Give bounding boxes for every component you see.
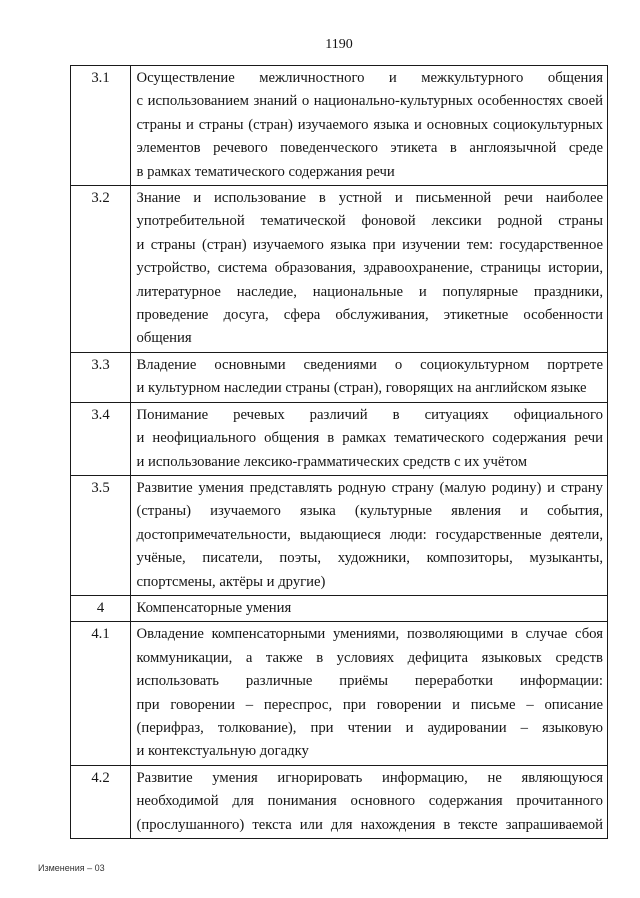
row-text-line: достопримечательности, выдающиеся люди: государственные деятели, (136, 526, 603, 543)
row-text-line: проведение досуга, сфера обслуживания, этикетные особенности (136, 307, 603, 324)
row-text-line: и неофициального общения в рамках тематического содержания речи (136, 430, 603, 447)
row-text-line: общения (136, 330, 192, 347)
row-text-line: (перифраз, толкование), при чтении и аудировании – языковую (136, 719, 603, 736)
row-text-line: и использование лексико-грамматических средств с их учётом (136, 453, 528, 470)
row-text-line: Компенсаторные умения (136, 599, 292, 616)
row-content (131, 476, 607, 595)
row-content (131, 66, 607, 185)
row-text-line: Развитие умения игнорировать информацию, не являющуюся (136, 769, 603, 786)
row-content (131, 353, 607, 402)
table-row (71, 595, 607, 621)
row-code: 4 (71, 596, 131, 621)
row-code: 3.1 (71, 66, 131, 185)
row-text-line: учёные, писатели, поэты, художники, композиторы, музыканты, (136, 550, 603, 567)
row-content (131, 596, 607, 621)
row-text-line: литературное наследие, национальные и популярные праздники, (136, 283, 603, 300)
row-code: 4.2 (71, 766, 131, 838)
content-table (70, 65, 608, 839)
row-text-line: употребительной тематической фоновой лексики родной страны (136, 213, 603, 230)
row-content (131, 766, 607, 838)
row-text-line: Овладение компенсаторными умениями, позволяющими в случае сбоя (136, 626, 603, 643)
row-code: 3.3 (71, 353, 131, 402)
row-text-line: коммуникации, а также в условиях дефицита языковых средств (136, 649, 603, 666)
page-number: 1190 (325, 37, 353, 52)
row-text-line: элементов речевого поведенческого этикета в англоязычной среде (136, 140, 603, 157)
row-text-line: Владение основными сведениями о социокультурном портрете (136, 356, 603, 373)
row-code: 3.5 (71, 476, 131, 595)
row-text-line: страны и страны (стран) изучаемого языка и основных социокультурных (136, 116, 603, 133)
row-text-line: (страны) изучаемого языка (культурные явления и события, (136, 503, 603, 520)
row-content (131, 622, 607, 764)
row-content (131, 403, 607, 475)
row-text-line: Развитие умения представлять родную страну (малую родину) и страну (136, 479, 603, 496)
row-text-line: и страны (стран) изучаемого языка при изучении тем: государственное (136, 236, 603, 253)
revision-footer: Изменения – 03 (38, 863, 105, 873)
row-text-line: Осуществление межличностного и межкультурного общения (136, 70, 603, 86)
row-text-line: и контекстуальную догадку (136, 743, 309, 760)
table-row (71, 185, 607, 352)
table-row (71, 352, 607, 402)
table-row (71, 765, 607, 838)
row-text-line: использовать различные приёмы переработки информации: (136, 673, 603, 690)
row-text-line: Знание и использование в устной и письменной речи наиболее (136, 190, 603, 207)
row-code: 3.4 (71, 403, 131, 475)
row-text-line: при говорении – переспрос, при говорении и письме – описание (136, 696, 603, 713)
row-content (131, 186, 607, 352)
row-text-line: устройство, система образования, здравоохранение, страницы истории, (136, 260, 603, 277)
row-code: 3.2 (71, 186, 131, 352)
table-row (71, 402, 607, 475)
row-text-line: в рамках тематического содержания речи (136, 163, 395, 180)
table-row (71, 475, 607, 595)
row-text-line: Понимание речевых различий в ситуациях официального (136, 406, 603, 423)
row-text-line: необходимой для понимания основного содержания прочитанного (136, 793, 603, 810)
row-text-line: спортсмены, актёры и другие) (136, 573, 326, 590)
row-text-line: и культурном наследии страны (стран), говорящих на английском языке (136, 380, 587, 397)
row-code: 4.1 (71, 622, 131, 764)
row-text-line: с использованием знаний о национально-культурных особенностях своей (136, 93, 603, 110)
table-row (71, 65, 607, 185)
table-row (71, 621, 607, 764)
row-text-line: (прослушанного) текста или для нахождения в тексте запрашиваемой (136, 816, 603, 833)
